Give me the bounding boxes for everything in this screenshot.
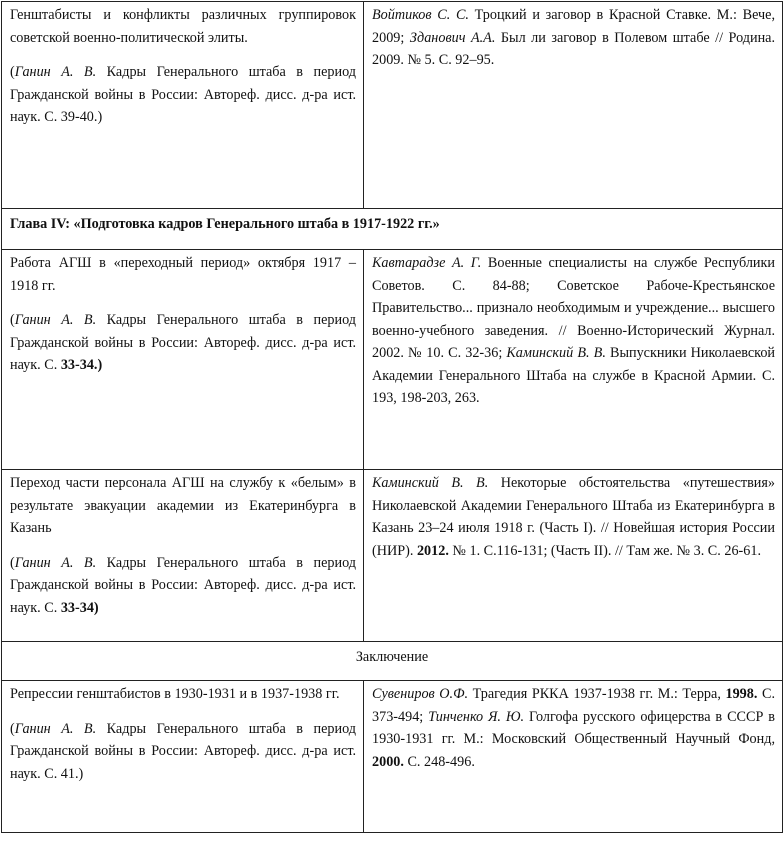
author-name: Каминский В. В. <box>372 475 489 491</box>
author-name: Ганин А. В. <box>14 554 97 571</box>
literature-cell <box>364 681 783 833</box>
citation-text: № 1. С.116-131; (Часть II). // Там же. № 3. С. 26-61. <box>448 542 762 559</box>
topic-text: Работа АГШ в «переходный период» октября 1917 – 1918 гг. <box>10 255 356 294</box>
author-name: Ганин А. В. <box>14 720 97 737</box>
citation-text: Троцкий и заговор в Красной Ставке. М.: Вече, 2009; <box>372 7 775 46</box>
reference-text: Кадры Генерального штаба в период Гражданской войны в России: Автореф. дисс. д-ра ист. наук. С. 39-40.) <box>10 64 356 125</box>
topic-text: Генштабисты и конфликты различных группировок советской военно-политической элиты. <box>10 7 356 46</box>
open-paren: ( <box>10 720 15 737</box>
citation-text: Военные специалисты на службе Республики Советов. С. 84-88; Советское Рабоче-Крестьянское Правительство... признало необходимым и учреждение... высшего военно-учебного заведения. // Военно-Исторический Журнал. 2002. № 10. С. 32-36; <box>372 255 775 361</box>
table-row <box>2 250 783 470</box>
literature-text <box>372 4 775 72</box>
reference-text: Кадры Генерального штаба в период Гражданской войны в России: Автореф. дисс. д-ра ист. наук. С. 41.) <box>10 720 356 782</box>
open-paren: ( <box>10 312 15 328</box>
table-row <box>2 642 783 681</box>
citation-text: С. 248-496. <box>403 753 475 770</box>
literature-text <box>372 252 775 410</box>
author-name: Сувениров О.Ф. <box>372 686 469 702</box>
topic-cell <box>2 250 364 470</box>
author-name: Ганин А. В. <box>14 312 97 328</box>
literature-cell <box>364 250 783 470</box>
source-reference <box>10 552 356 620</box>
chapter-heading: Глава IV: «Подготовка кадров Генерального штаба в 1917-1922 гг.» <box>2 209 783 250</box>
citation-text: Был ли заговор в Полевом штабе // Родина. 2009. № 5. С. 92–95. <box>372 29 776 68</box>
topic-cell <box>2 470 364 642</box>
source-reference <box>10 61 356 129</box>
source-reference <box>10 309 356 377</box>
author-name: Войтиков С. С. <box>372 7 469 23</box>
table-row <box>2 470 783 642</box>
source-reference <box>10 718 356 786</box>
open-paren: ( <box>10 64 15 80</box>
citation-text: С. 373-494; <box>372 686 775 725</box>
author-name: Ганин А. В. <box>14 64 97 80</box>
conclusion-heading: Заключение <box>2 642 783 681</box>
open-paren: ( <box>10 554 15 571</box>
table-row <box>2 209 783 250</box>
citation-text: Выпускники Николаевской Академии Генерального Штаба на службе в Красной Армии. С. 193, 198-203, 263. <box>372 345 776 406</box>
topic-cell <box>2 2 364 209</box>
citation-text: Трагедия РККА 1937-1938 гг. М.: Терра, <box>468 686 726 702</box>
topic-text: Переход части персонала АГШ на службу к «белым» в результате эвакуации академии из Екатеринбурга в Казань <box>10 475 356 536</box>
table-row <box>2 2 783 209</box>
page-range: 33-34.) <box>60 357 103 373</box>
author-name: Зданович А.А. <box>409 29 496 46</box>
citation-text: Некоторые обстоятельства «путешествия» Николаевской Академии Генерального Штаба из Екатеринбурга в Казань 23–24 июля 1918 г. (Часть I). // Новейшая история России (НИР). <box>372 475 775 559</box>
author-name: Каминский В. В. <box>506 345 606 361</box>
literature-text <box>372 683 775 773</box>
reference-text: Кадры Генерального штаба в период Гражданской войны в России: Автореф. дисс. д-ра ист. наук. С. <box>10 554 356 616</box>
year: 2000. <box>372 753 404 770</box>
topic-text: Репрессии генштабистов в 1930-1931 и в 1937-1938 гг. <box>10 686 340 702</box>
literature-text <box>372 472 775 562</box>
author-name: Тинченко Я. Ю. <box>428 708 525 725</box>
reference-text: Кадры Генерального штаба в период Гражданской войны в России: Автореф. дисс. д-ра ист. наук. С. <box>10 312 356 373</box>
year: 2012. <box>416 542 449 559</box>
literature-cell <box>364 470 783 642</box>
page-range: 33-34) <box>60 599 99 616</box>
citation-text: Голгофа русского офицерства в СССР в 1930-1931 гг. М.: Московский Общественный Научный Фонд, <box>372 708 775 747</box>
year: 1998. <box>725 686 758 702</box>
author-name: Кавтарадзе А. Г. <box>372 255 482 271</box>
table-row <box>2 681 783 833</box>
topic-cell <box>2 681 364 833</box>
literature-cell <box>364 2 783 209</box>
bibliography-table <box>1 1 783 833</box>
